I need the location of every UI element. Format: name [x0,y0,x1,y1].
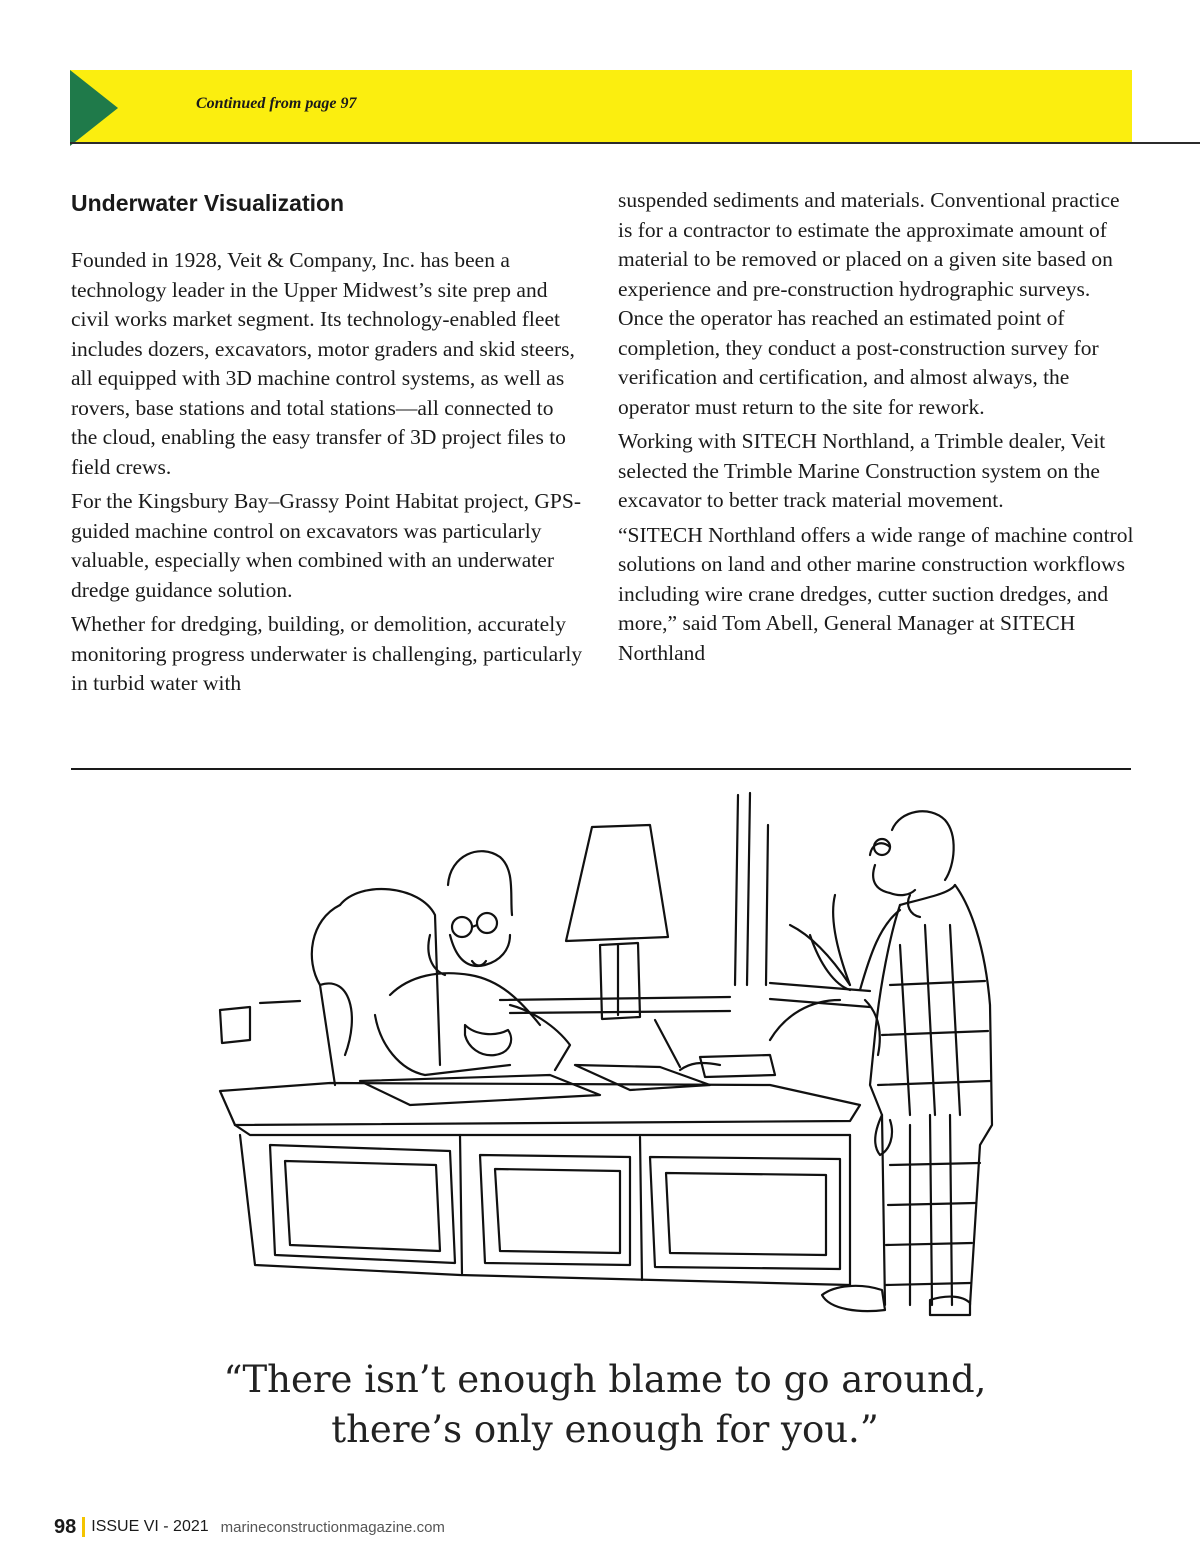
article-column-left [71,186,583,704]
desk-papers [360,1020,775,1105]
header-rule [70,142,1200,144]
paragraph: For the Kingsbury Bay–Grassy Point Habitat project, GPS-guided machine control on excavators was particularly valuable, especially when combined with an underwater dredge guidance solution. [71,489,581,602]
page-footer [54,1512,445,1542]
standing-man [822,811,992,1315]
section-divider [71,768,1131,770]
paragraph: suspended sediments and materials. Conventional practice is for a contractor to estimate the approximate amount of material to be removed or placed on a given site based on experience and pre-construction hydrographic surveys. Once the operator has reached an estimated point of completion, they conduct a post-construction survey for verification and certification, and almost always, the operator must return to the site for rework. [618,188,1120,419]
paragraph: Founded in 1928, Veit & Company, Inc. has been a technology leader in the Upper Midwest’s site prep and civil works market segment. Its technology-enabled fleet includes dozers, excavators, motor graders and skid steers, all equipped with 3D machine control systems, as well as rovers, base stations and total stations—all connected to the cloud, enabling the easy transfer of 3D project files to field crews. [71,248,575,479]
paragraph: Working with SITECH Northland, a Trimble dealer, Veit selected the Trimble Marine Construction system on the excavator to better track material movement. [618,429,1106,512]
paragraph: “SITECH Northland offers a wide range of machine control solutions on land and other marine construction workflows including wire crane dredges, cutter suction dredges, and more,” said Tom Abell, General Manager at SITECH Northland [618,522,1134,665]
seated-man [375,851,570,1075]
desk-lamp [566,825,668,1019]
caption-line: “There isn’t enough blame to go around, [223,1358,987,1401]
cartoon-illustration [210,785,1010,1325]
office-desk [220,1083,860,1285]
wall-molding [220,1007,250,1043]
green-arrow-icon [70,70,118,146]
issue-label: ISSUE VI - 2021 [91,1518,209,1535]
section-heading: Underwater Visualization [71,190,345,216]
potted-plant [770,895,900,1055]
website-link[interactable]: marineconstructionmagazine.com [220,1518,445,1536]
article-column-right [618,186,1134,673]
folio-divider [82,1517,85,1537]
page-number: 98 [54,1515,77,1538]
office-chair [312,889,440,1085]
cartoon-caption [150,1355,1060,1455]
window-frame [735,793,870,1007]
continued-from-label: Continued from page 97 [196,95,357,112]
paragraph: Whether for dredging, building, or demolition, accurately monitoring progress underwater is challenging, particularly in turbid water with [71,612,583,695]
caption-line: there’s only enough for you.” [331,1408,879,1451]
